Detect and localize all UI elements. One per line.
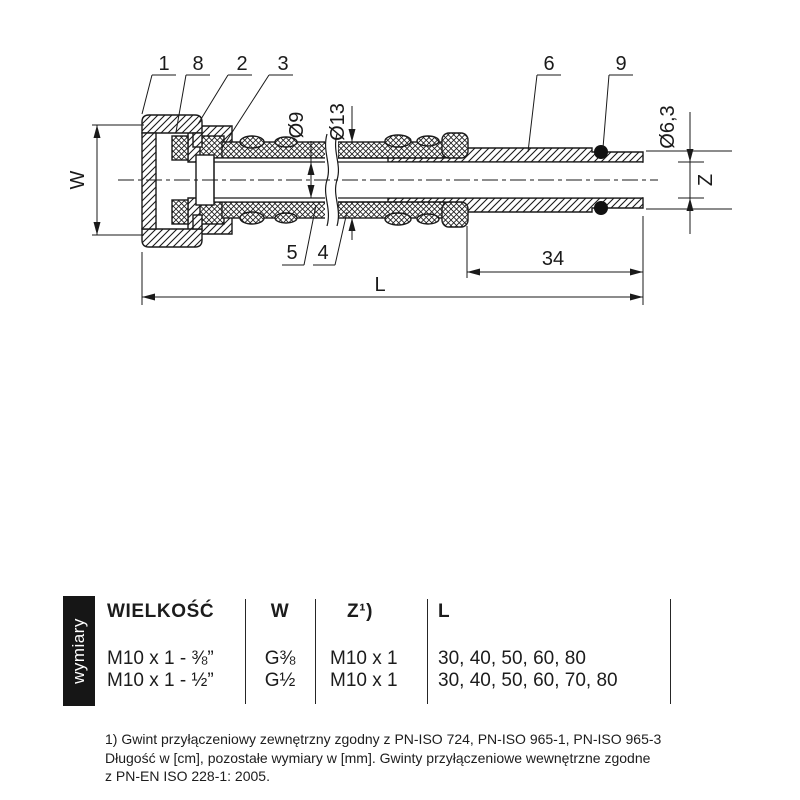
footnote bbox=[105, 730, 725, 786]
cell-z: M10 x 1 bbox=[330, 670, 398, 691]
dim-label-d13: Ø13 bbox=[327, 103, 349, 141]
dim-label-d63: Ø6,3 bbox=[657, 105, 679, 149]
footnote-line: Długość w [cm], pozostałe wymiary w [mm]. Gwinty przyłączeniowe wewnętrzne zgodne bbox=[105, 749, 651, 766]
cell-size: M10 x 1 - ⅜” bbox=[107, 648, 214, 669]
part-label-6: 6 bbox=[543, 53, 555, 75]
col-header-w: W bbox=[270, 601, 290, 622]
sidebar-label: wymiary bbox=[69, 618, 88, 684]
part-label-8: 8 bbox=[192, 53, 204, 75]
dim-label-z: Z bbox=[695, 173, 717, 187]
part-label-2: 2 bbox=[236, 53, 248, 75]
part-label-1: 1 bbox=[158, 53, 170, 75]
cell-l: 30, 40, 50, 60, 80 bbox=[438, 648, 586, 669]
column-divider bbox=[427, 599, 428, 704]
column-divider bbox=[315, 599, 316, 704]
cell-w: G⅜ bbox=[264, 648, 296, 669]
cell-size: M10 x 1 - ½” bbox=[107, 670, 214, 691]
footnote-line: z PN-EN ISO 228-1: 2005. bbox=[105, 768, 270, 784]
cell-w: G½ bbox=[264, 670, 296, 691]
table-right-border bbox=[670, 599, 671, 704]
dim-label-w: W bbox=[67, 170, 89, 190]
dim-label-34: 34 bbox=[541, 248, 565, 270]
part-label-5: 5 bbox=[286, 242, 298, 264]
footnote-line: 1) Gwint przyłączeniowy zewnętrzny zgodny z PN-ISO 724, PN-ISO 965-1, PN-ISO 965-3 bbox=[105, 731, 662, 747]
col-header-z: Z¹) bbox=[347, 601, 374, 622]
cell-l: 30, 40, 50, 60, 70, 80 bbox=[438, 670, 618, 691]
part-label-4: 4 bbox=[317, 242, 329, 264]
dim-label-d9: Ø9 bbox=[286, 111, 308, 139]
table-sidebar bbox=[63, 596, 95, 706]
cell-z: M10 x 1 bbox=[330, 648, 398, 669]
col-header-l: L bbox=[438, 601, 451, 622]
part-label-9: 9 bbox=[615, 53, 627, 75]
dim-label-l: L bbox=[374, 274, 386, 296]
col-header-wielkosc: WIELKOŚĆ bbox=[107, 601, 215, 622]
part-label-3: 3 bbox=[277, 53, 289, 75]
